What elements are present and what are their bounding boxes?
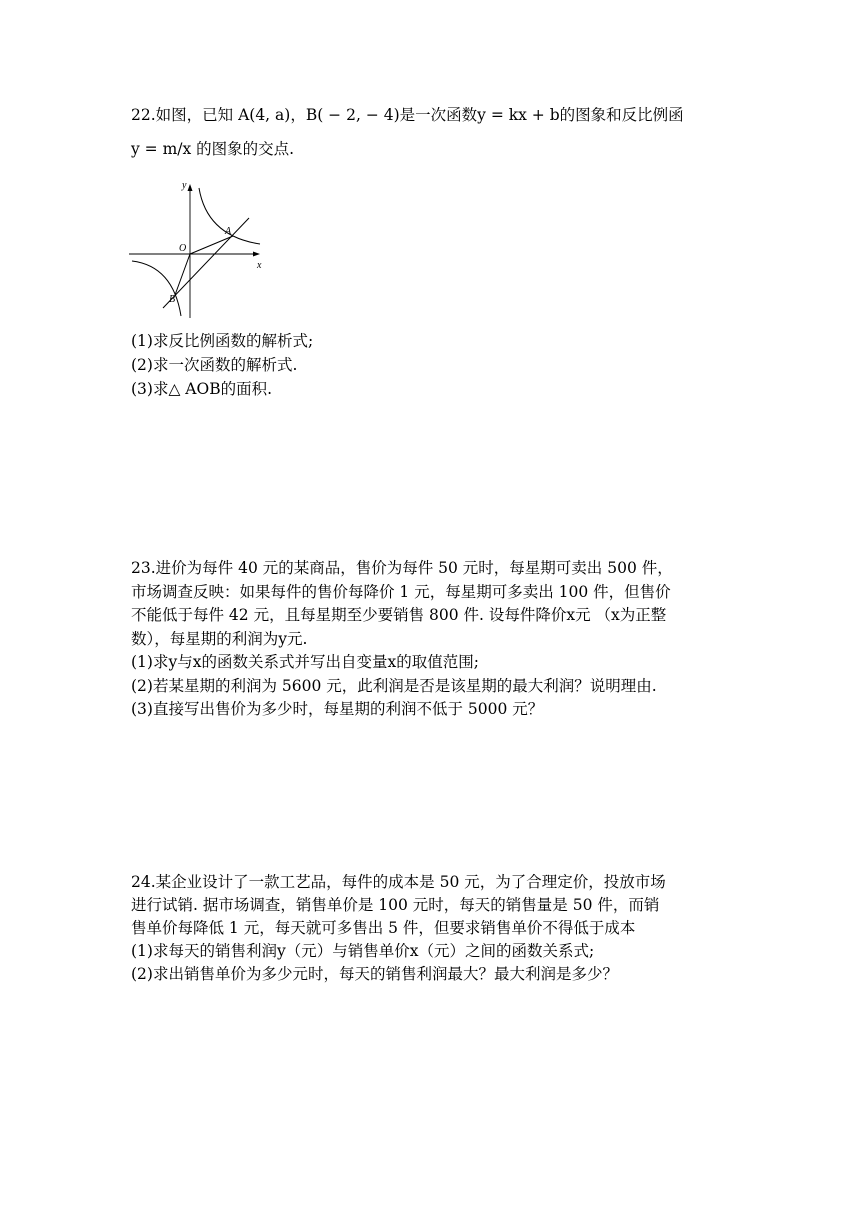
point-a-label: A: [225, 226, 232, 237]
segment-ob: [175, 254, 190, 295]
hyperbola-branch-2: [132, 261, 181, 316]
x-axis-label: x: [257, 260, 262, 271]
q23-part-3: (3)直接写出售价为多少时，每星期的利润不低于 5000 元？: [131, 700, 544, 718]
q24-line-2: 进行试销. 据市场调查，销售单价是 100 元时，每天的销售量是 50 件，而销: [131, 896, 660, 914]
x-axis-arrow: [253, 252, 260, 257]
q22-line-1: 22.如图，已知 A(4, a)，B( − 2, − 4)是一次函数y = kx + b的图象和反比例函: [131, 106, 684, 124]
q22-part-3: (3)求△ AOB的面积.: [131, 380, 273, 398]
q23-part-2: (2)若某星期的利润为 5600 元，此利润是否是该星期的最大利润？说明理由.: [131, 677, 657, 695]
q22-line-2: y = m/x 的图象的交点.: [131, 140, 295, 158]
y-axis-label: y: [182, 180, 187, 191]
q23-line-1: 23.进价为每件 40 元的某商品，售价为每件 50 元时，每星期可卖出 500 件，: [131, 559, 673, 577]
q22-part-2: (2)求一次函数的解析式.: [131, 356, 298, 374]
q24-part-1: (1)求每天的销售利润y（元）与销售单价x（元）之间的函数关系式;: [131, 942, 595, 960]
q24-line-1: 24.某企业设计了一款工艺品，每件的成本是 50 元，为了合理定价，投放市场: [131, 873, 666, 891]
q24-line-3: 售单价每降低 1 元，每天就可多售出 5 件，但要求销售单价不得低于成本: [131, 919, 636, 937]
origin-label: O: [179, 243, 187, 254]
segment-oa: [190, 236, 233, 254]
q23-line-2: 市场调查反映：如果每件的售价每降价 1 元，每星期可多卖出 100 件，但售价: [131, 583, 671, 601]
q23-part-1: (1)求y与x的函数关系式并写出自变量x的取值范围;: [131, 653, 479, 671]
linear-function-line: [163, 218, 249, 308]
q23-line-3: 不能低于每件 42 元，且每星期至少要销售 800 件. 设每件降价x元 （x为正整: [131, 606, 667, 624]
q23-line-4: 数），每星期的利润为y元.: [131, 630, 308, 648]
q22-figure: [127, 178, 267, 322]
y-axis-arrow: [188, 184, 193, 191]
q22-part-1: (1)求反比例函数的解析式;: [131, 332, 314, 350]
q24-part-2: (2)求出销售单价为多少元时，每天的销售利润最大？最大利润是多少？: [131, 965, 618, 983]
point-b-label: B: [169, 294, 176, 305]
